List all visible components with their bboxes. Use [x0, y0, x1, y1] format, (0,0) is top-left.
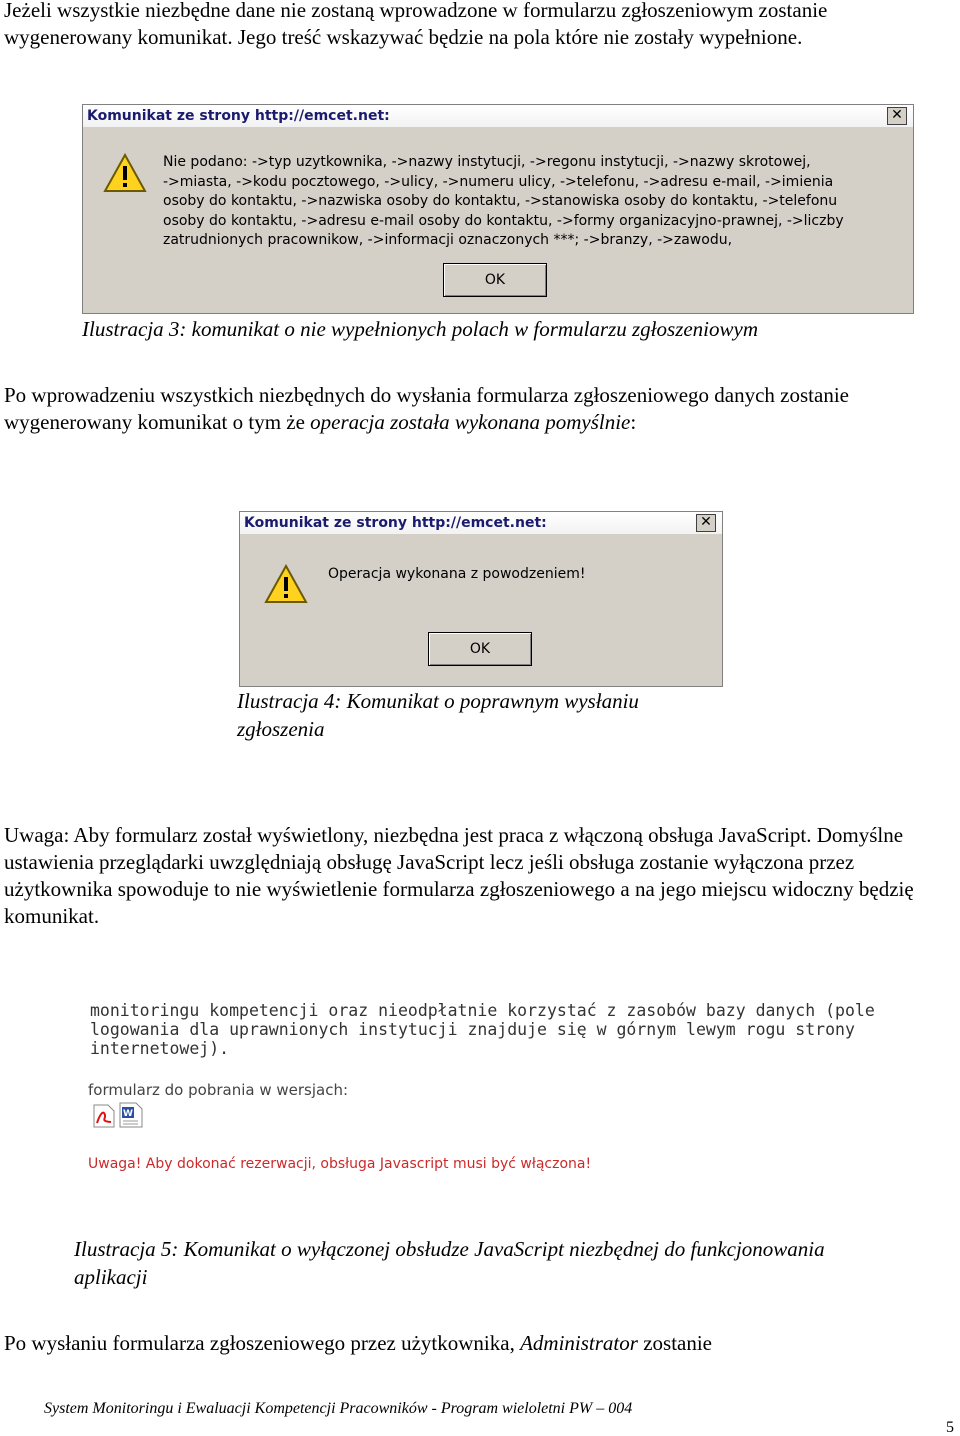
paragraph-emphasis: operacja została wykonana pomyślnie [310, 410, 631, 434]
missing-fields-dialog [82, 104, 914, 314]
administrator-paragraph [4, 1330, 954, 1357]
warning-icon [103, 153, 147, 193]
message-line: Nie podano: ->typ uzytkownika, ->nazwy instytucji, ->regonu instytucji, ->nazwy skrotowej, [163, 154, 811, 170]
figure-caption: Ilustracja 4: Komunikat o poprawnym wysłaniu zgłoszenia [237, 689, 639, 741]
close-button[interactable]: ✕ [696, 514, 716, 532]
svg-text:W: W [123, 1109, 133, 1119]
paragraph-end: zostanie [637, 1331, 713, 1355]
warning-icon [264, 564, 308, 604]
ok-button[interactable]: OK [428, 632, 532, 666]
paragraph-text: Po wysłaniu formularza zgłoszeniowego przez użytkownika, [4, 1331, 521, 1355]
dialog-titlebar [83, 105, 913, 127]
page-footer: System Monitoringu i Ewaluacji Kompetencji Pracowników - Program wieloletni PW – 004 [44, 1400, 633, 1417]
dialog-message: Operacja wykonana z powodzeniem! [328, 566, 586, 582]
disabled-javascript-screenshot [74, 993, 874, 1193]
figure-caption: Ilustracja 5: Komunikat o wyłączonej obsłudze JavaScript niezbędnej do funkcjonowania aplikacji [74, 1237, 825, 1289]
ok-button[interactable]: OK [443, 263, 547, 297]
message-line: ->miasta, ->kodu pocztowego, ->ulicy, ->numeru ulicy, ->telefonu, ->adresu e-mail, ->imienia [163, 173, 834, 190]
success-paragraph [4, 382, 954, 436]
message-line: osoby do kontaktu, ->adresu e-mail osoby do kontaktu, ->formy organizacyjno-prawnej, ->liczby [163, 212, 844, 229]
page-number: 5 [946, 1419, 954, 1436]
success-dialog [239, 511, 723, 687]
pdf-icon[interactable] [92, 1103, 116, 1129]
intro-paragraph: Jeżeli wszystkie niezbędne dane nie zostaną wprowadzone w formularzu zgłoszeniowym zostanie wygenerowany komunikat. Jego treść wskazywać będzie na pola które nie zostały wypełnione. [4, 0, 828, 49]
screenshot-line: monitoringu kompetencji oraz nieodpłatnie korzystać z zasobów bazy danych (pole [90, 1001, 875, 1020]
message-line: zatrudnionych pracownikow, ->informacji oznaczonych ***; ->branzy, ->zawodu, [163, 232, 733, 248]
word-document-icon[interactable] [118, 1101, 144, 1129]
forms-label: formularz do pobrania w wersjach: [88, 1081, 349, 1099]
dialog-titlebar [240, 512, 722, 534]
screenshot-line: internetowej). [90, 1039, 230, 1058]
paragraph-end: : [630, 410, 637, 434]
javascript-note-paragraph: Uwaga: Aby formularz został wyświetlony, niezbędna jest praca z włączoną obsługa JavaScript. Domyślne ustawienia przeglądarki uwzględniają obsługę JavaScript lecz jeśli obsługa zostanie wyłączona przez użytkownika spowoduje to nie wyświetlenie formularza zgłoszeniowego a na jego miejscu widoczny będzię komunikat. [4, 823, 914, 928]
dialog-title: Komunikat ze strony http://emcet.net: [244, 515, 547, 531]
paragraph-text: Po wprowadzeniu wszystkich niezbędnych do wysłania formularza zgłoszeniowego danych zostanie wygenerowany komunikat o tym że [4, 383, 849, 434]
close-button[interactable]: ✕ [887, 107, 907, 125]
javascript-disabled-warning: Uwaga! Aby dokonać rezerwacji, obsługa Javascript musi być włączona! [88, 1156, 592, 1172]
screenshot-line: logowania dla uprawnionych instytucji znajduje się w górnym lewym rogu strony [90, 1020, 855, 1039]
dialog-title: Komunikat ze strony http://emcet.net: [87, 108, 390, 124]
message-line: osoby do kontaktu, ->nazwiska osoby do kontaktu, ->stanowiska osoby do kontaktu, ->telefonu [163, 193, 838, 209]
paragraph-emphasis: Administrator [520, 1331, 638, 1355]
screenshot-text [90, 1001, 875, 1058]
dialog-message [163, 153, 844, 251]
figure-caption: Ilustracja 3: komunikat o nie wypełnionych polach w formularzu zgłoszeniowym [82, 317, 759, 341]
